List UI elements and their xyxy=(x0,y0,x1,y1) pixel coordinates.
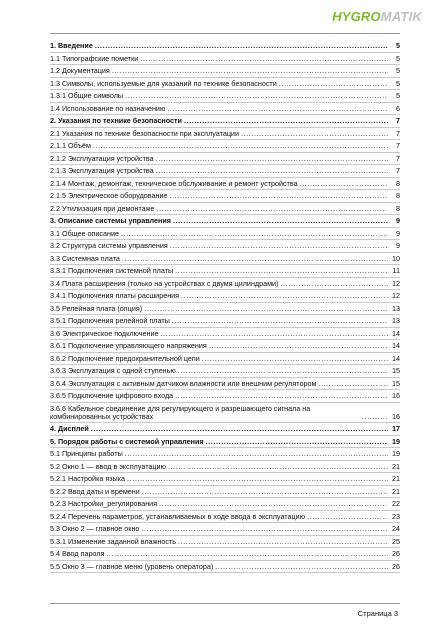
toc-entry[interactable] xyxy=(50,315,400,328)
toc-entry-title: 2.1.1 Объём xyxy=(50,142,91,150)
toc-leader-dots xyxy=(209,342,388,350)
toc-leader-dots xyxy=(127,475,388,483)
toc-entry-title: 3.4 Плата расширения (только на устройствах с двумя цилиндрами) xyxy=(50,279,279,288)
toc-leader-dots xyxy=(181,292,388,300)
toc-leader-dots xyxy=(280,280,388,288)
toc-entry[interactable] xyxy=(50,40,400,53)
toc-leader-dots xyxy=(172,317,388,325)
toc-entry-page: 23 xyxy=(392,511,400,521)
toc-entry-title: 3.1 Общее описание xyxy=(50,229,119,238)
toc-leader-dots xyxy=(307,513,388,521)
toc-entry-title: 3.6.4 Эксплуатация с активным датчиком влажности или внешним регулятором xyxy=(50,379,317,388)
toc-entry-title: 5.3 Окно 2 — главное окно xyxy=(50,525,140,533)
toc-entry-page: 15 xyxy=(392,366,400,375)
toc-entry-title: 5.5 Окно 3 — главное меню (уровень оператора) xyxy=(50,562,214,571)
toc-entry-title: 5.2.4 Перечень параметров, устанавливаемых в ходе ввода в эксплуатацию xyxy=(50,512,306,521)
toc-leader-dots xyxy=(175,392,388,400)
toc-entry[interactable] xyxy=(50,265,400,278)
toc-entry-page: 5 xyxy=(396,41,400,50)
toc-entry-page: 19 xyxy=(392,449,400,458)
toc-entry-page: 12 xyxy=(392,291,400,300)
toc-leader-dots xyxy=(362,413,388,421)
toc-entry-page: 9 xyxy=(396,228,400,238)
toc-entry[interactable] xyxy=(50,140,400,153)
toc-entry[interactable] xyxy=(50,486,400,499)
toc-entry[interactable] xyxy=(50,90,400,103)
toc-entry-page: 6 xyxy=(396,103,400,113)
toc-entry[interactable] xyxy=(50,448,400,461)
toc-leader-dots xyxy=(144,305,388,313)
toc-entry-title: 3.5.1 Подключения релейной платы xyxy=(50,317,170,325)
toc-entry-title: 1.1 Типографские пометки xyxy=(50,54,139,63)
toc-leader-dots xyxy=(175,267,388,275)
toc-entry-title: 3. Описание системы управления xyxy=(50,217,171,225)
toc-entry[interactable] xyxy=(50,65,400,78)
toc-leader-dots xyxy=(178,538,388,546)
toc-entry-title: 2.2 Утилизация при демонтаже xyxy=(50,204,155,213)
toc-entry-title: 3.2 Структура системы управления xyxy=(50,242,168,250)
toc-leader-dots xyxy=(279,80,388,88)
toc-leader-dots xyxy=(318,380,388,388)
toc-entry-title: 3.3.1 Подключения системной платы xyxy=(50,267,174,275)
table-of-contents xyxy=(50,40,400,573)
toc-entry[interactable] xyxy=(50,378,400,391)
toc-entry[interactable] xyxy=(50,190,400,203)
toc-entry-page: 7 xyxy=(396,116,400,125)
toc-entry[interactable] xyxy=(50,215,400,228)
toc-entry[interactable] xyxy=(50,461,400,474)
toc-entry-page: 8 xyxy=(396,203,400,213)
toc-entry-page: 26 xyxy=(392,561,400,571)
toc-entry-title: 3.5 Релейная плата (опция) xyxy=(50,304,143,313)
toc-leader-dots xyxy=(156,167,388,175)
toc-entry-title: 2.1.3 Эксплуатация устройства xyxy=(50,167,154,175)
toc-leader-dots xyxy=(169,192,388,200)
toc-entry[interactable] xyxy=(50,203,400,216)
toc-entry-title: 5.2.1 Настройка языка xyxy=(50,475,126,483)
toc-entry-title: 2.1.5 Электрическое оборудование xyxy=(50,192,168,200)
toc-entry-page: 25 xyxy=(392,536,400,546)
toc-entry[interactable] xyxy=(50,240,400,253)
toc-leader-dots xyxy=(167,105,388,113)
toc-leader-dots xyxy=(170,242,388,250)
toc-entry[interactable] xyxy=(50,78,400,91)
toc-entry-page: 7 xyxy=(396,141,400,150)
toc-entry-page: 13 xyxy=(392,303,400,313)
toc-entry-page: 7 xyxy=(396,128,400,138)
footer-divider xyxy=(50,603,400,604)
toc-entry-page: 14 xyxy=(392,353,400,363)
toc-entry-title: 3.3 Системная плата xyxy=(50,254,120,263)
toc-entry-title: 5.2.3 Настройки_регулирования xyxy=(50,500,158,508)
toc-entry[interactable] xyxy=(50,548,400,561)
logo-part-1: HYGRO xyxy=(332,9,381,24)
toc-entry[interactable] xyxy=(50,473,400,486)
toc-entry-title: 3.6 Электрическое подключение xyxy=(50,329,159,338)
toc-entry-page: 5 xyxy=(396,66,400,75)
toc-entry[interactable] xyxy=(50,423,400,436)
toc-entry[interactable] xyxy=(50,328,400,341)
toc-entry-page: 8 xyxy=(396,191,400,200)
toc-entry-page: 7 xyxy=(396,166,400,175)
toc-entry-page: 21 xyxy=(392,474,400,483)
toc-entry-title: 3.6.5 Подключение цифрового входа xyxy=(50,392,174,400)
toc-entry-page: 17 xyxy=(392,424,400,433)
toc-entry-page: 16 xyxy=(392,411,400,421)
toc-entry-title: 5.2 Окно 1 — ввод в эксплуатацию xyxy=(50,462,166,471)
toc-entry-page: 9 xyxy=(396,241,400,250)
toc-entry[interactable] xyxy=(50,278,400,291)
toc-entry-title: 2.1.2 Эксплуатация устройства xyxy=(50,154,154,163)
toc-entry-title: 3.6.1 Подключение управляющего напряжения xyxy=(50,342,207,350)
toc-leader-dots xyxy=(173,217,388,225)
toc-entry-title: 1.3.1 Общие символы xyxy=(50,92,124,100)
toc-entry-title: 3.4.1 Подключения платы расширения xyxy=(50,292,180,300)
toc-entry-page: 21 xyxy=(392,486,400,496)
toc-entry[interactable] xyxy=(50,403,400,424)
toc-entry-page: 14 xyxy=(392,341,400,350)
toc-entry-title: 1.3 Символы, используемые для указаний по технике безопасности xyxy=(50,79,277,88)
toc-entry-page: 9 xyxy=(396,216,400,225)
toc-entry-title: 1.4 Использование по назначению xyxy=(50,104,166,113)
toc-entry-page: 11 xyxy=(392,266,400,275)
page-number: Страница 3 xyxy=(357,609,398,618)
toc-entry-page: 15 xyxy=(392,378,400,388)
toc-entry-page: 21 xyxy=(392,461,400,471)
toc-entry[interactable] xyxy=(50,353,400,366)
toc-entry[interactable] xyxy=(50,253,400,266)
toc-entry-page: 16 xyxy=(392,391,400,400)
toc-entry-page: 22 xyxy=(392,499,400,508)
toc-entry[interactable] xyxy=(50,228,400,241)
toc-leader-dots xyxy=(241,130,388,138)
toc-leader-dots xyxy=(141,525,388,533)
toc-entry[interactable] xyxy=(50,128,400,141)
toc-leader-dots xyxy=(300,180,388,188)
toc-entry[interactable] xyxy=(50,523,400,536)
toc-entry[interactable] xyxy=(50,53,400,66)
toc-leader-dots xyxy=(161,330,389,338)
toc-entry[interactable] xyxy=(50,365,400,378)
toc-entry-page: 19 xyxy=(392,436,400,446)
toc-leader-dots xyxy=(159,500,388,508)
toc-leader-dots xyxy=(95,42,388,50)
toc-leader-dots xyxy=(125,92,388,100)
toc-entry-page: 5 xyxy=(396,78,400,88)
toc-leader-dots xyxy=(125,450,388,458)
toc-entry[interactable] xyxy=(50,340,400,353)
toc-entry-title: 5.1 Принципы работы xyxy=(50,450,123,458)
toc-entry-title: 2. Указания по технике безопасности xyxy=(50,117,182,125)
toc-entry-title: 4. Дисплей xyxy=(50,425,89,433)
toc-entry[interactable] xyxy=(50,290,400,303)
toc-leader-dots xyxy=(140,55,388,63)
toc-leader-dots xyxy=(156,155,388,163)
toc-entry-title: 5. Порядок работы с системой управления xyxy=(50,437,204,446)
toc-entry[interactable] xyxy=(50,103,400,116)
toc-leader-dots xyxy=(202,355,388,363)
toc-leader-dots xyxy=(122,255,388,263)
toc-entry[interactable] xyxy=(50,303,400,316)
toc-entry[interactable] xyxy=(50,436,400,449)
toc-leader-dots xyxy=(215,563,388,571)
toc-entry-title: 5.3.1 Изменение заданной влажность xyxy=(50,537,177,546)
header-divider xyxy=(50,33,400,34)
toc-entry[interactable] xyxy=(50,178,400,191)
toc-leader-dots xyxy=(178,367,388,375)
toc-entry[interactable] xyxy=(50,390,400,403)
logo-part-2: MATIK xyxy=(380,9,422,24)
toc-leader-dots xyxy=(121,230,388,238)
toc-entry[interactable] xyxy=(50,153,400,166)
toc-leader-dots xyxy=(112,67,388,75)
toc-entry-title: 5.2.2 Ввод даты и времени xyxy=(50,487,140,496)
toc-entry-page: 14 xyxy=(392,328,400,338)
toc-leader-dots xyxy=(142,488,388,496)
toc-entry-page: 5 xyxy=(396,91,400,100)
toc-entry[interactable] xyxy=(50,115,400,128)
toc-leader-dots xyxy=(106,550,388,558)
toc-entry-page: 26 xyxy=(392,549,400,558)
toc-leader-dots xyxy=(156,205,388,213)
toc-leader-dots xyxy=(168,463,388,471)
toc-entry[interactable] xyxy=(50,165,400,178)
toc-entry-title: 1.2 Документация xyxy=(50,67,110,75)
toc-entry[interactable] xyxy=(50,536,400,549)
toc-entry-title: 3.6.6 Кабельное соединение для регулирующего и разрешающего сигнала на комбинированных устройствах xyxy=(50,404,311,421)
toc-leader-dots xyxy=(91,425,388,433)
toc-entry-page: 10 xyxy=(392,253,400,263)
toc-entry-title: 3.6.2 Подключение предохранительной цепи xyxy=(50,354,200,363)
toc-entry-title: 1. Введение xyxy=(50,42,93,50)
toc-leader-dots xyxy=(206,438,388,446)
toc-entry-page: 13 xyxy=(392,316,400,325)
toc-entry-title: 2.1.4 Монтаж, демонтаж, техническое обслуживание и ремонт устройства xyxy=(50,179,298,188)
toc-entry-title: 3.6.3 Эксплуатация с одной ступенью xyxy=(50,367,176,375)
toc-entry-title: 5.4 Ввод пароля xyxy=(50,550,105,558)
toc-leader-dots xyxy=(93,142,388,150)
toc-leader-dots xyxy=(184,117,388,125)
toc-entry-page: 12 xyxy=(392,278,400,288)
toc-entry-page: 24 xyxy=(392,524,400,533)
hygromatik-logo xyxy=(332,10,422,24)
toc-entry-page: 7 xyxy=(396,153,400,163)
toc-entry[interactable] xyxy=(50,498,400,511)
toc-entry-page: 8 xyxy=(396,178,400,188)
toc-entry-page: 5 xyxy=(396,53,400,63)
toc-entry-title: 2.1 Указания по технике безопасности при эксплуатации xyxy=(50,129,239,138)
toc-entry[interactable] xyxy=(50,561,400,574)
toc-entry[interactable] xyxy=(50,511,400,524)
